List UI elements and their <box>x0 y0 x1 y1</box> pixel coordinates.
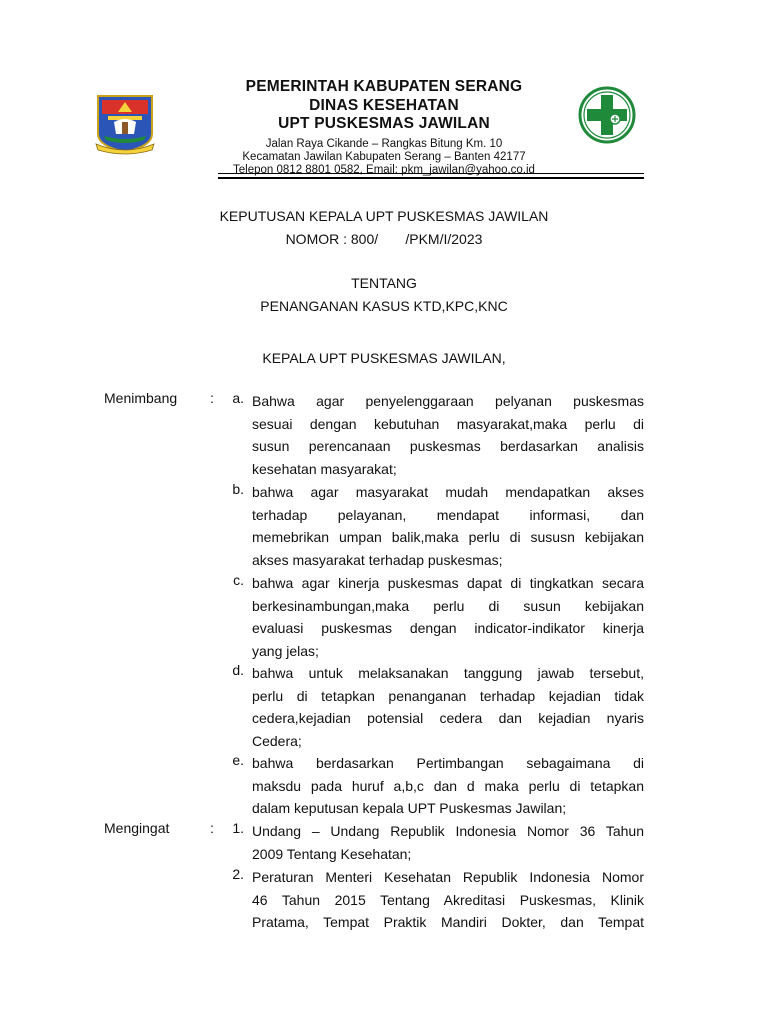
text-line: Bahwa agar penyelenggaraan pelyanan puskesmas <box>252 393 644 409</box>
item-text <box>252 572 644 663</box>
kabupaten-serang-emblem-icon <box>94 92 156 156</box>
text-line: berkesinambungan,maka perlu di susun kebijakan <box>252 597 644 614</box>
letterhead-divider-thick <box>218 177 644 179</box>
text-line: kesehatan masyarakat; <box>252 461 397 478</box>
item-marker: 2. <box>232 866 244 882</box>
item-marker: b. <box>232 481 244 497</box>
text-line: bahwa agar masyarakat mudah mendapatkan akses <box>252 484 644 500</box>
decree-subject <box>160 272 608 318</box>
issuer-title: KEPALA UPT PUSKESMAS JAWILAN, <box>262 350 506 366</box>
decree-number: NOMOR : 800/ /PKM/I/2023 <box>285 231 483 247</box>
letterhead-text <box>150 78 618 177</box>
text-line: bahwa untuk melaksanakan tanggung jawab tersebut, <box>252 665 644 681</box>
address-line-1: Jalan Raya Cikande – Rangkas Bitung Km. 10 <box>265 137 503 150</box>
mengingat-label: Mengingat <box>104 820 170 836</box>
text-line: dalam keputusan kepala UPT Puskesmas Jawilan; <box>252 800 567 817</box>
item-marker: d. <box>232 662 244 678</box>
decree-heading <box>160 205 608 251</box>
text-line: bahwa berdasarkan Pertimbangan sebagaimana di <box>252 755 644 771</box>
menimbang-label: Menimbang <box>104 390 178 406</box>
text-line: memebrikan umpan balik,maka perlu di sususn kebijakan <box>252 529 644 546</box>
text-line: akses masyarakat terhadap puskesmas; <box>252 552 503 569</box>
issuer-heading <box>160 347 608 370</box>
contact-line: Telepon 0812 8801 0582, Email: pkm_jawilan@yahoo.co.id <box>233 163 535 176</box>
letterhead <box>0 0 768 190</box>
text-line: maksdu pada huruf a,b,c dan d maka perlu di tetapkan <box>252 777 644 794</box>
about-label: TENTANG <box>351 275 417 291</box>
item-marker: e. <box>232 752 244 768</box>
institution-name: UPT PUSKESMAS JAWILAN <box>278 115 490 132</box>
agency-name: DINAS KESEHATAN <box>309 96 459 114</box>
text-line: Cedera; <box>252 733 302 750</box>
letterhead-divider-thin <box>218 173 644 174</box>
government-name: PEMERINTAH KABUPATEN SERANG <box>245 78 523 95</box>
text-line: cedera,kejadian potensial cedera dan kejadian nyaris <box>252 710 644 727</box>
item-text <box>252 866 644 934</box>
text-line: sesuai dengan kebutuhan masyarakat,maka perlu di <box>252 415 644 432</box>
subject-title: PENANGANAN KASUS KTD,KPC,KNC <box>260 298 508 314</box>
item-text <box>252 662 644 753</box>
item-marker: a. <box>232 390 244 406</box>
decree-title: KEPUTUSAN KEPALA UPT PUSKESMAS JAWILAN <box>219 208 549 224</box>
text-line: Undang – Undang Republik Indonesia Nomor 36 Tahun <box>252 823 644 839</box>
menimbang-colon: : <box>210 390 214 406</box>
text-line: perlu di tetapkan penanganan terhadap kejadian tidak <box>252 687 644 704</box>
text-line: yang jelas; <box>252 643 319 660</box>
address-line-2: Kecamatan Jawilan Kabupaten Serang – Banten 42177 <box>242 150 526 163</box>
item-text <box>252 390 644 481</box>
item-text <box>252 481 644 572</box>
mengingat-colon: : <box>210 820 214 836</box>
text-line: bahwa agar kinerja puskesmas dapat di tingkatkan secara <box>252 575 644 591</box>
text-line: 2009 Tentang Kesehatan; <box>252 845 412 862</box>
item-text <box>252 752 644 820</box>
item-marker: c. <box>233 572 244 588</box>
text-line: evaluasi puskesmas dengan indicator-indikator kinerja <box>252 620 644 637</box>
text-line: 46 Tahun 2015 Tentang Akreditasi Puskesmas, Klinik <box>252 891 644 908</box>
item-marker: 1. <box>232 820 244 836</box>
text-line: terhadap pelayanan, mendapat informasi, dan <box>252 506 644 523</box>
text-line: susun perencanaan puskesmas berdasarkan analisis <box>252 438 644 455</box>
text-line: Peraturan Menteri Kesehatan Republik Indonesia Nomor <box>252 869 644 885</box>
item-text <box>252 820 644 865</box>
text-line: Pratama, Tempat Praktik Mandiri Dokter, dan Tempat <box>252 914 644 931</box>
